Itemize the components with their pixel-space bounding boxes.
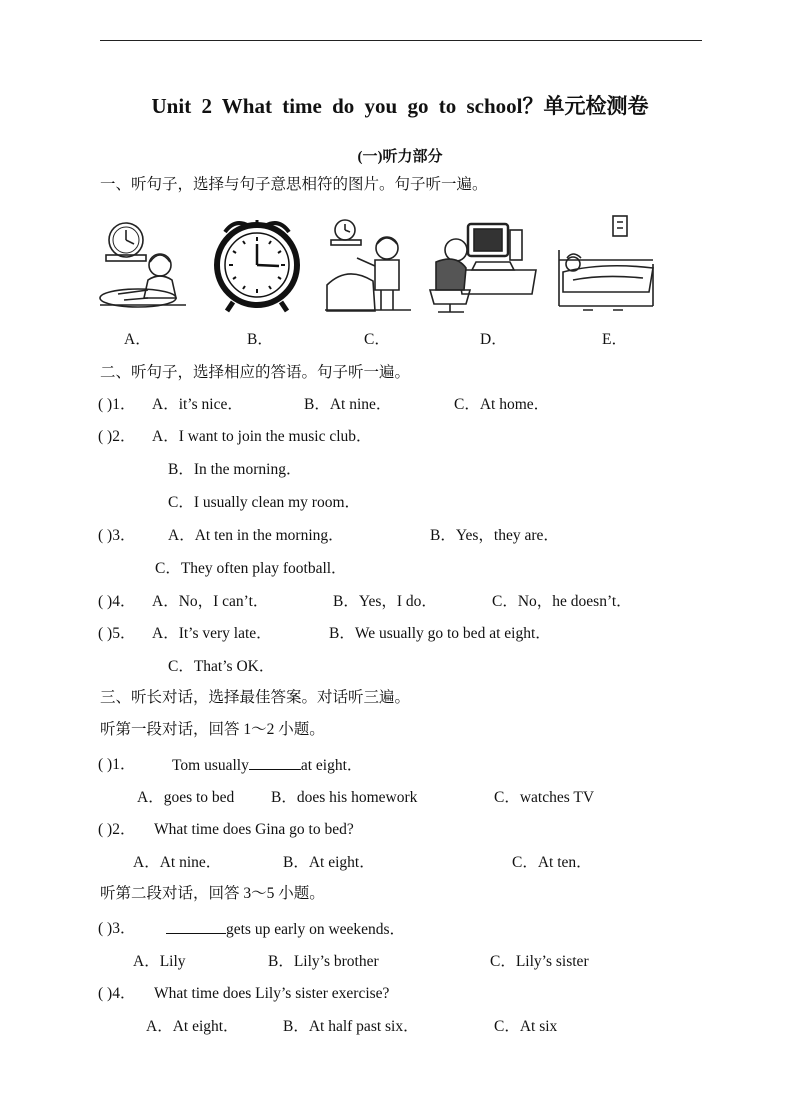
- p2-q3-option-c: C．They often play football．: [155, 560, 347, 577]
- boy-waking-clock-picture: [323, 210, 415, 315]
- section-title: (一)听力部分: [357, 149, 443, 165]
- p2-q3-option-a: A．At ten in the morning．: [168, 527, 344, 544]
- p2-q5-option-a: A．It’s very late．: [152, 625, 272, 642]
- fill-blank-line[interactable]: [249, 755, 301, 770]
- answer-blank-p2-q3[interactable]: ( )3．: [98, 527, 136, 544]
- picture-label-b: B．: [247, 331, 273, 348]
- p2-q1-option-b: B．At nine．: [304, 396, 392, 413]
- p3-q2-option-a: A．At nine．: [133, 854, 222, 871]
- p2-q4-option-c: C．No，he doesn’t．: [492, 593, 632, 610]
- p3-q4-option-a: A．At eight．: [146, 1018, 239, 1035]
- p3-q2-option-c: C．At ten．: [512, 854, 592, 871]
- picture-label-e: E．: [602, 331, 627, 348]
- p3-q1-stem: [172, 755, 362, 776]
- p3-q3-option-b: B．Lily’s brother: [268, 953, 379, 970]
- p2-q1-option-a: A．it’s nice．: [152, 396, 243, 413]
- p3-q3-option-a: A．Lily: [133, 953, 186, 970]
- part3-instruction: 三、听长对话，选择最佳答案。对话听三遍。: [100, 689, 411, 706]
- top-rule: [100, 40, 702, 41]
- answer-blank-p3-q4[interactable]: ( )4．: [98, 985, 136, 1002]
- answer-blank-p2-q5[interactable]: ( )5．: [98, 625, 136, 642]
- page-title: Unit 2 What time do you go to school？单元检测卷: [151, 94, 649, 118]
- p2-q1-option-c: C．At home．: [454, 396, 550, 413]
- dialog1-heading: 听第一段对话，回答 1～2 小题。: [100, 721, 325, 738]
- p3-q4-stem: What time does Lily’s sister exercise?: [154, 985, 390, 1002]
- picture-row: [98, 210, 658, 315]
- alarm-clock-picture: [211, 210, 303, 315]
- p3-q3-stem-post: gets up early on weekends．: [226, 921, 406, 938]
- answer-blank-p3-q1[interactable]: ( )1．: [98, 756, 136, 773]
- picture-label-c: C．: [364, 331, 390, 348]
- answer-blank-p3-q2[interactable]: ( )2．: [98, 821, 136, 838]
- p3-q1-stem-pre: Tom usually: [172, 757, 249, 774]
- p3-q4-option-c: C．At six: [494, 1018, 558, 1035]
- p2-q2-option-b: B．In the morning．: [168, 461, 302, 478]
- p3-q1-stem-post: at eight．: [300, 757, 363, 774]
- answer-blank-p3-q3[interactable]: ( )3．: [98, 920, 136, 937]
- p2-q3-option-b: B．Yes，they are．: [430, 527, 559, 544]
- part1-instruction: 一、听句子，选择与句子意思相符的图片。句子听一遍。: [100, 176, 488, 193]
- answer-blank-p2-q4[interactable]: ( )4．: [98, 593, 136, 610]
- answer-blank-p2-q1[interactable]: ( )1．: [98, 396, 136, 413]
- p3-q1-option-a: A．goes to bed: [137, 789, 235, 806]
- girl-eating-clock-picture: [98, 210, 190, 315]
- p2-q5-option-c: C．That’s OK．: [168, 658, 275, 675]
- p3-q3-option-c: C．Lily’s sister: [490, 953, 589, 970]
- p3-q4-option-b: B．At half past six．: [283, 1018, 419, 1035]
- p2-q5-option-b: B．We usually go to bed at eight．: [329, 625, 551, 642]
- p3-q1-option-b: B．does his homework: [271, 789, 418, 806]
- fill-blank-line[interactable]: [166, 919, 226, 934]
- child-sleeping-bed-picture: [553, 210, 658, 315]
- answer-blank-p2-q2[interactable]: ( )2．: [98, 428, 136, 445]
- picture-label-a: A．: [124, 331, 151, 348]
- p2-q2-option-a: A．I want to join the music club．: [152, 428, 372, 445]
- picture-label-d: D．: [480, 331, 507, 348]
- part2-instruction: 二、听句子，选择相应的答语。句子听一遍。: [100, 364, 411, 381]
- p3-q1-option-c: C．watches TV: [494, 789, 595, 806]
- p2-q4-option-b: B．Yes，I do．: [333, 593, 437, 610]
- dialog2-heading: 听第二段对话，回答 3～5 小题。: [100, 885, 325, 902]
- p2-q4-option-a: A．No，I can’t．: [152, 593, 269, 610]
- p3-q2-option-b: B．At eight．: [283, 854, 375, 871]
- p3-q2-stem: What time does Gina go to bed?: [154, 821, 354, 838]
- p2-q2-option-c: C．I usually clean my room．: [168, 494, 360, 511]
- p3-q3-stem: [166, 919, 405, 940]
- boy-computer-picture: [428, 210, 540, 315]
